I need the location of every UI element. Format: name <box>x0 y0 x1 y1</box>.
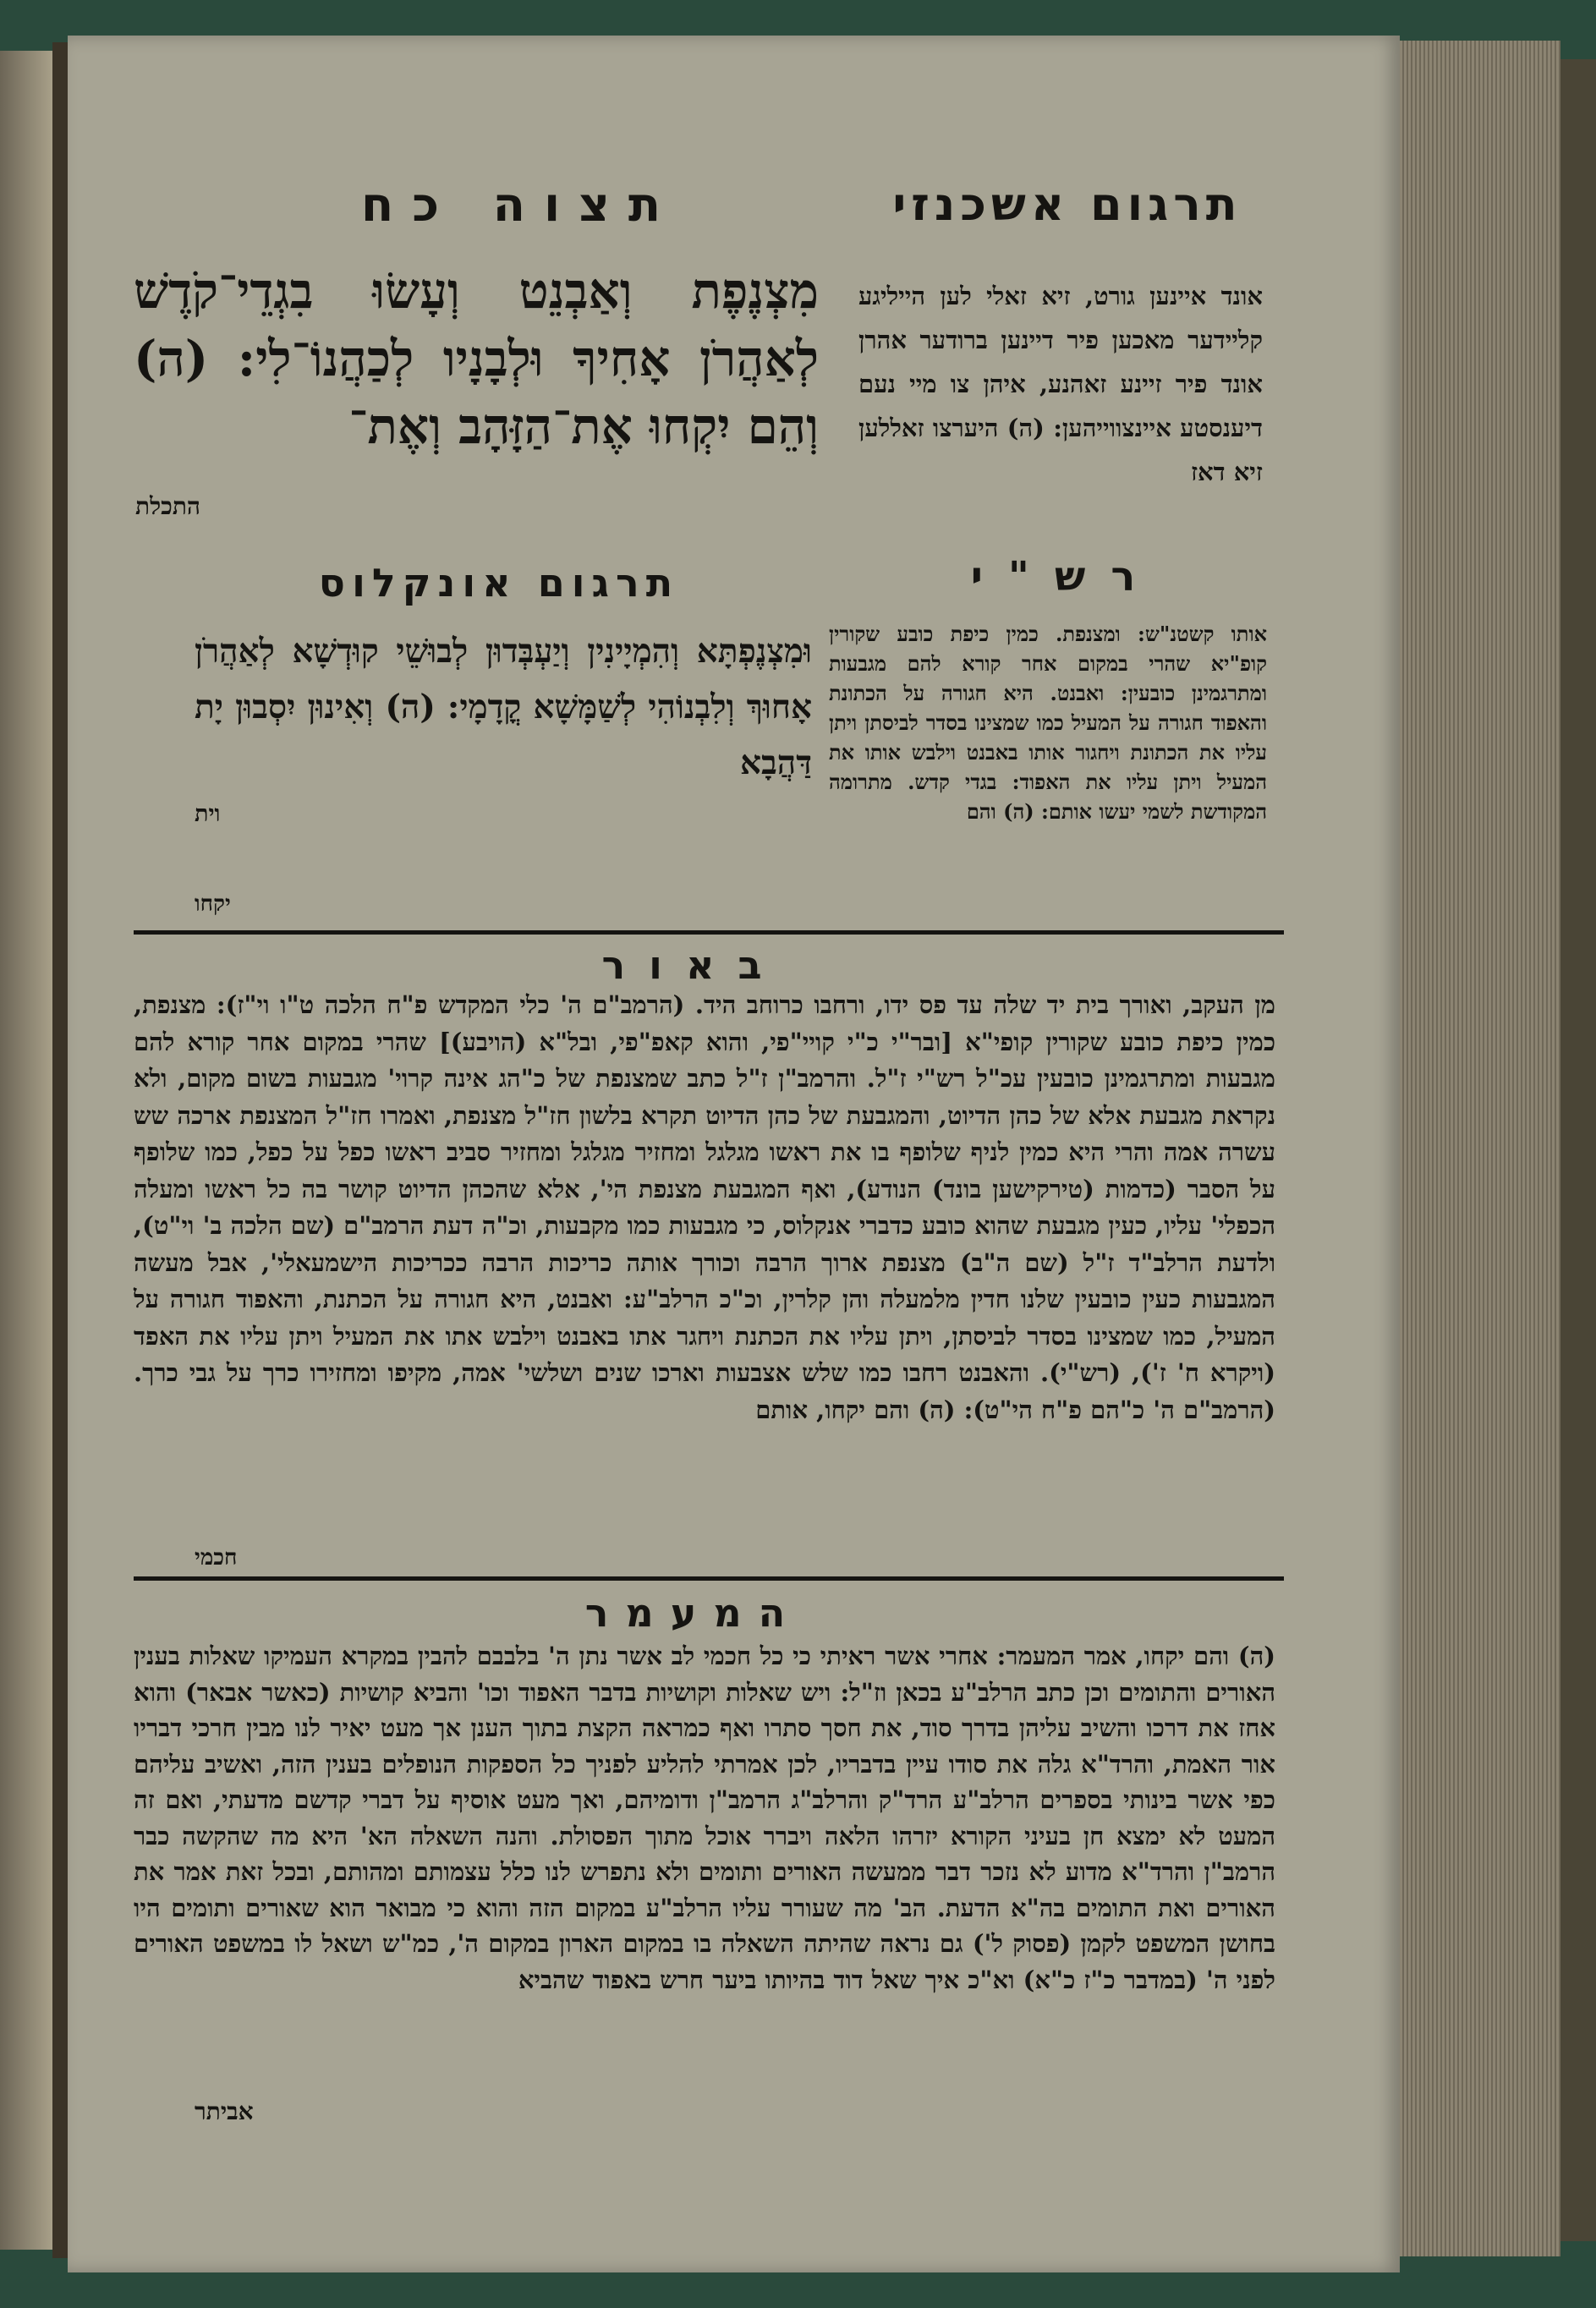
hameamer-text: (ה) והם יקחו, אמר המעמר: אחרי אשר ראיתי כי כל חכמי לב אשר נתן ה' בלבבם להבין במקרא העמיקו שאלות בענין האורים והתומים וכן כתב הרלב"ע בכאן וז"ל: ויש שאלות וקושיות בדבר האפוד וכו' והביא קושיות (כאשר אבאר) והוא אחז את דרכו והשיב עליהן בדרך סוד, את חסך סתרו ואף כמראה הקצת בתוך הענן אך מעט יאיר לנו מבין חרכי דבריו אור האמת, והרד"א גלה את סודו עיין בדבריו, לכן אמרתי להליע לפניך כל הספקות הנופלים בענין הזה, ואשיב עליהם כפי אשר בינותי בספרים הרלב"ע הרד"ק והרלב"ג הרמב"ן ודומיהם, ואך מעט אוסיף על דברי קדשם מדעתי, ואם זה המעט לא ימצא חן בעיני הקורא יזרהו הלאה ויברר אוכל מתוך הפסולת. והנה השאלה הא' היא מה שהקשה כבר הרמב"ן והרד"א מדוע לא נזכר דבר ממעשה האורים ותומים ולא נתפרש לנו כלל עצמותם ומהותם, ובכל זאת אמר את האורים ואת התומים בה"א הדעת. הב' מה שעורר עליו הרלב"ע במקום הזה והוא כי מבואר הוא שאורים ותומים היו בחושן המשפט לקמן (פסוק ל') גם נראה שהיתה השאלה בו במקום הארון במקום ה', כמ"ש ושאל לו במשפט האורים לפני ה' (במדבר כ"ז כ"א) וא"כ איך שאל דוד בהיותו ביער חרש באפוד שהביא <box>134 1642 1275 1994</box>
targum-ashkenazi-text: אונד איינען גורט, זיא זאלי לען הייליגע קליידער מאכען פיר דיינען ברודער אהרן אונד פיר זיינע זאהנע, איהן צו מיי נעם דיענסטע איינצווייהען: (ה) היערצו זאללען זיא דאז <box>858 282 1263 486</box>
page-edges <box>1400 41 1560 2256</box>
onkelos-heading: תרגום אונקלוס <box>318 560 680 606</box>
onkelos-text: וּמִצְנֶפְתָּא וְהִמְיָינִין וְיַעְבְּדוּן לְבוּשֵׁי קוּדְשָׁא לְאַהֲרֹן אָחוּךְ וְלִבְנוֹהִי לְשַׁמָּשָׁא קֳדָמָי: (ה) וְאִינוּן יִסְבוּן יָת דַּהֲבָא <box>195 632 812 782</box>
biur-catchword: חכמי <box>195 1545 238 1571</box>
rashi-text: אותו קשטנ"ש: ומצנפת. כמין כיפת כובע שקורין קופ"יא שהרי במקום אחר קורא להם מגבעות ומתרגמינן כובעין: ואבנט. היא חגורה על הכתונת והאפוד חגורה על המעיל כמו שמצינו בסדר לביסתן ויתן עליו את הכתונת ויחגור אותו באבנט וילבש אותו את המעיל ויתן עליו את האפוד: בגדי קדש. מתרומה המקודשת לשמי יעשו אותם: (ה) והם <box>829 622 1267 824</box>
targum-ashkenazi-heading: תרגום אשכנזי <box>892 178 1242 231</box>
divider-bottom <box>134 1576 1284 1581</box>
biur-text: מן העקב, ואורך בית יד שלה עד פס ידו, ורחבו כרוחב היד. (הרמב"ם ה' כלי המקדש פ"ח הלכה ט"ו וי"ז): מצנפת, כמין כיפת כובע שקורין קופי"א [ובר"י כ"י קויי"פי, והוא קאפ"פי, ובל"א (הויבע)] שהרי במקום אחר קורא להם מגבעות ומתרגמינן כובעין עכ"ל רש"י ז"ל. והרמב"ן ז"ל כתב שמצנפת של כ"הג אינה קרוי' מגבעות בשום מקום, ולא נקראת מגבעת אלא של כהן הדיוט, והמגבעת של כהן הדיוט תקרא בלשון חז"ל מצנפת, ואמרו חז"ל המצנפת ארכה שש עשרה אמה והרי היא כמין לניף שלופף בו את ראשו מגלגל ומחזיר מגלגל ומחזיר סביב ראשו כפל על כפל, כמו שלופף על הסבר (כדמות (טירקישען בונד) הנודע), ואף המגבעת מצנפת הי', אלא שהכהן הדיוט קושר בה כל ראשו ומעלה הכפלי' עליו, כעין מגבעת שהוא כובע כדברי אנקלוס, כי מגבעות כמו מקבעות, וכ"ה דעת הרמב"ם (שם הלכה ב' וי"ט), ולדעת הרלב"ד ז"ל (שם ה"ב) מצנפת ארוך הרבה וכורך אותה כריכות הרבה ככריכות הישמעאלי', אבל מעשה המגבעות כעין כובעין שלנו חדין מלמעלה והן קלרין, וכ"כ הרלב"ע: ואבנט, היא חגורה על הכתנת, והאפוד חגורה על המעיל, כמו שמצינו בסדר לביסתן, ויתן עליו את הכתנת ויחגר אתו באבנט וילבש אתו את המעיל ויתן עליו את האפד (ויקרא ח' ז'), (רש"י). והאבנט רחבו כמו שלש אצבעות וארכו שנים ושלשי' אמה, מקיפו ומחזירו כרך על גבי כרך. (הרמב"ם ה' כ"הם פ"ח הי"ט): (ה) והם יקחו, אותם <box>134 990 1275 1424</box>
page-title: תצוה כח <box>360 178 680 233</box>
rashi-catchword: יקחו <box>195 891 231 917</box>
hameamer-heading: המעמר <box>584 1590 803 1636</box>
book-cover-edge <box>1560 59 1596 2241</box>
scripture-catchword: התכלת <box>135 492 201 520</box>
scripture-text: מִצְנֶפֶת וְאַבְנֵט וְעָשׂוּ בִגְדֵי־קֹדֶשׁ לְאַהֲרֹן אָחִיךָ וּלְבָנָיו לְכַהֲנוֹ־לִי: (ה) וְהֵם יִקְחוּ אֶת־הַזָּהָב וְאֶת־ <box>134 262 819 455</box>
book-page <box>68 36 1400 2272</box>
rashi-heading: רש"י <box>970 553 1161 600</box>
book-gutter <box>52 42 68 2258</box>
previous-page-edge <box>0 51 52 2250</box>
divider-top <box>134 930 1284 935</box>
hameamer-catchword: אביתר <box>195 2097 254 2125</box>
onkelos-catchword: וית <box>195 801 221 827</box>
biur-heading: באור <box>601 942 786 988</box>
